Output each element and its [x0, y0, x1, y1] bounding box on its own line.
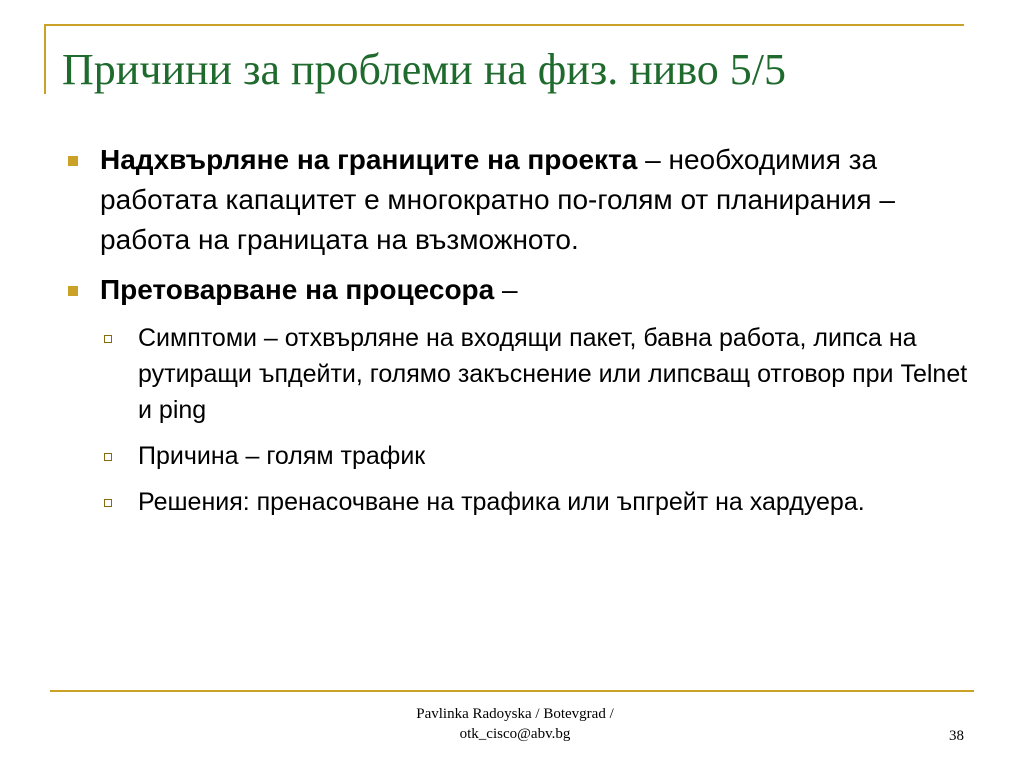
sub-bullet-item	[100, 320, 972, 428]
footer-author: Pavlinka Radoyska / Botevgrad /	[416, 706, 614, 722]
sub-bullet-text: Симптоми – отхвърляне на входящи пакет, бавна работа, липса на рутиращи ъпдейти, голямо закъснение или липсващ отговор при Telnet и ping	[138, 324, 968, 424]
bullet-bold-text: Претоварване на процесора	[100, 274, 495, 305]
bullet-text: – необходимия за работата капацитет е многократно по-голям от планирания – работа на границата на възможното.	[100, 144, 895, 255]
hollow-square-bullet-icon	[104, 335, 112, 343]
square-bullet-icon	[68, 286, 78, 296]
sub-bullet-item	[100, 484, 972, 520]
page-number: 38	[949, 728, 964, 744]
hollow-square-bullet-icon	[104, 499, 112, 507]
bullet-item	[62, 270, 972, 310]
bullet-item	[62, 140, 972, 260]
footer-text	[330, 704, 700, 744]
bullet-text: –	[494, 274, 518, 305]
bullet-bold-text: Надхвърляне на границите на проекта	[100, 144, 638, 175]
sub-bullet-item	[100, 438, 972, 474]
sub-bullet-text: Причина – голям трафик	[138, 442, 426, 470]
frame-top-line	[44, 24, 964, 26]
sub-bullet-text: Решения: пренасочване на трафика или ъпгрейт на хардуера.	[138, 488, 865, 516]
footer-email: otk_cisco@abv.bg	[459, 726, 571, 742]
footer-divider	[50, 690, 974, 692]
slide-content	[62, 140, 972, 530]
hollow-square-bullet-icon	[104, 453, 112, 461]
square-bullet-icon	[68, 156, 78, 166]
slide-title: Причини за проблеми на физ. ниво 5/5	[62, 45, 787, 94]
frame-left-line	[44, 24, 46, 94]
